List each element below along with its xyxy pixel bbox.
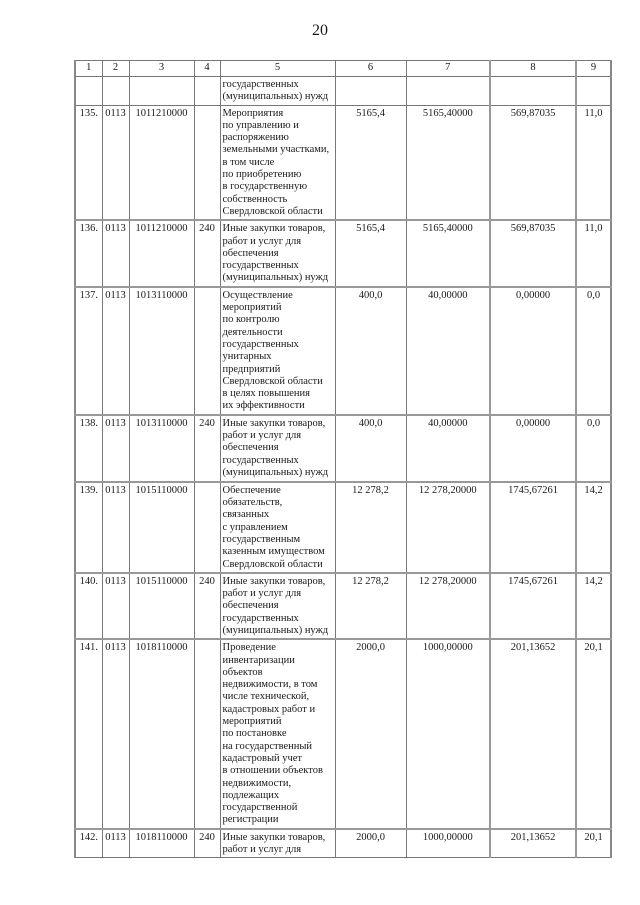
- value-col8: 569,87035: [490, 105, 576, 220]
- expense-type: [194, 287, 220, 415]
- value-col6: 2000,0: [335, 829, 406, 858]
- column-header-3: 3: [129, 61, 194, 77]
- description: Иные закупки товаров, работ и услуг для обеспечения государственных (муниципальных) нужд: [220, 415, 335, 482]
- value-col6: 400,0: [335, 415, 406, 482]
- value-col9: 0,0: [576, 415, 611, 482]
- value-col6: 5165,4: [335, 220, 406, 286]
- value-col7: 1000,00000: [406, 829, 490, 858]
- value-col9: 20,1: [576, 829, 611, 858]
- target-code: 1018110000: [129, 639, 194, 828]
- description: Иные закупки товаров, работ и услуг для обеспечения государственных (муниципальных) нужд: [220, 573, 335, 639]
- description: Обеспечение обязательств, связанных с управлением государственным казенным имуществом Свердловской области: [220, 482, 335, 573]
- section-code: [102, 77, 129, 106]
- value-col8: 201,13652: [490, 639, 576, 828]
- expense-type: [194, 639, 220, 828]
- target-code: 1018110000: [129, 829, 194, 858]
- expense-type: 240: [194, 220, 220, 286]
- value-col9: 0,0: [576, 287, 611, 415]
- section-code: 0113: [102, 105, 129, 220]
- value-col7: 40,00000: [406, 287, 490, 415]
- row-number: 138.: [75, 415, 102, 482]
- expense-type: 240: [194, 415, 220, 482]
- section-code: 0113: [102, 829, 129, 858]
- table-row: [75, 482, 611, 573]
- value-col8: 0,00000: [490, 287, 576, 415]
- table-row: [75, 573, 611, 639]
- expense-type: [194, 77, 220, 106]
- expense-type: [194, 482, 220, 573]
- row-number: 135.: [75, 105, 102, 220]
- value-col8: 569,87035: [490, 220, 576, 286]
- value-col9: 14,2: [576, 573, 611, 639]
- column-header-7: 7: [406, 61, 490, 77]
- table-row: [75, 287, 611, 415]
- target-code: 1015110000: [129, 573, 194, 639]
- table-row: [75, 77, 611, 106]
- value-col9: [576, 77, 611, 106]
- row-number: 142.: [75, 829, 102, 858]
- row-number: 140.: [75, 573, 102, 639]
- table-row: [75, 220, 611, 286]
- row-number: 136.: [75, 220, 102, 286]
- table-row: [75, 639, 611, 828]
- target-code: 1011210000: [129, 105, 194, 220]
- section-code: 0113: [102, 573, 129, 639]
- value-col8: [490, 77, 576, 106]
- value-col6: [335, 77, 406, 106]
- column-header-1: 1: [75, 61, 102, 77]
- column-header-4: 4: [194, 61, 220, 77]
- value-col7: [406, 77, 490, 106]
- target-code: [129, 77, 194, 106]
- expense-type: 240: [194, 573, 220, 639]
- description: Иные закупки товаров, работ и услуг для: [220, 829, 335, 858]
- value-col6: 12 278,2: [335, 482, 406, 573]
- value-col6: 2000,0: [335, 639, 406, 828]
- section-code: 0113: [102, 639, 129, 828]
- description: Мероприятия по управлению и распоряжению земельными участками, в том числе по приобретению в государственную собственность Свердловской области: [220, 105, 335, 220]
- value-col7: 1000,00000: [406, 639, 490, 828]
- value-col6: 5165,4: [335, 105, 406, 220]
- section-code: 0113: [102, 287, 129, 415]
- target-code: 1013110000: [129, 287, 194, 415]
- value-col9: 20,1: [576, 639, 611, 828]
- value-col7: 12 278,20000: [406, 482, 490, 573]
- description: государственных (муниципальных) нужд: [220, 77, 335, 106]
- value-col8: 1745,67261: [490, 482, 576, 573]
- value-col8: 1745,67261: [490, 573, 576, 639]
- value-col7: 5165,40000: [406, 105, 490, 220]
- column-header-9: 9: [576, 61, 611, 77]
- row-number: [75, 77, 102, 106]
- budget-table: [74, 60, 612, 858]
- section-code: 0113: [102, 220, 129, 286]
- value-col7: 40,00000: [406, 415, 490, 482]
- description: Осуществление мероприятий по контролю деятельности государственных унитарных предприятий Свердловской области в целях повышения их эффективности: [220, 287, 335, 415]
- value-col8: 201,13652: [490, 829, 576, 858]
- description: Иные закупки товаров, работ и услуг для обеспечения государственных (муниципальных) нужд: [220, 220, 335, 286]
- section-code: 0113: [102, 482, 129, 573]
- expense-type: [194, 105, 220, 220]
- value-col9: 14,2: [576, 482, 611, 573]
- value-col9: 11,0: [576, 220, 611, 286]
- header-row: [75, 61, 611, 77]
- description: Проведение инвентаризации объектов недвижимости, в том числе технической, кадастровых работ и мероприятий по постановке на государственный кадастровый учет в отношении объектов недвижимости, подлежащих государственной регистрации: [220, 639, 335, 828]
- row-number: 141.: [75, 639, 102, 828]
- value-col7: 5165,40000: [406, 220, 490, 286]
- column-header-2: 2: [102, 61, 129, 77]
- column-header-8: 8: [490, 61, 576, 77]
- section-code: 0113: [102, 415, 129, 482]
- value-col7: 12 278,20000: [406, 573, 490, 639]
- value-col6: 400,0: [335, 287, 406, 415]
- column-header-6: 6: [335, 61, 406, 77]
- row-number: 139.: [75, 482, 102, 573]
- table-row: [75, 829, 611, 858]
- page-number: 20: [312, 22, 328, 39]
- table-row: [75, 415, 611, 482]
- target-code: 1013110000: [129, 415, 194, 482]
- target-code: 1015110000: [129, 482, 194, 573]
- value-col6: 12 278,2: [335, 573, 406, 639]
- row-number: 137.: [75, 287, 102, 415]
- value-col8: 0,00000: [490, 415, 576, 482]
- table-row: [75, 105, 611, 220]
- column-header-5: 5: [220, 61, 335, 77]
- expense-type: 240: [194, 829, 220, 858]
- value-col9: 11,0: [576, 105, 611, 220]
- target-code: 1011210000: [129, 220, 194, 286]
